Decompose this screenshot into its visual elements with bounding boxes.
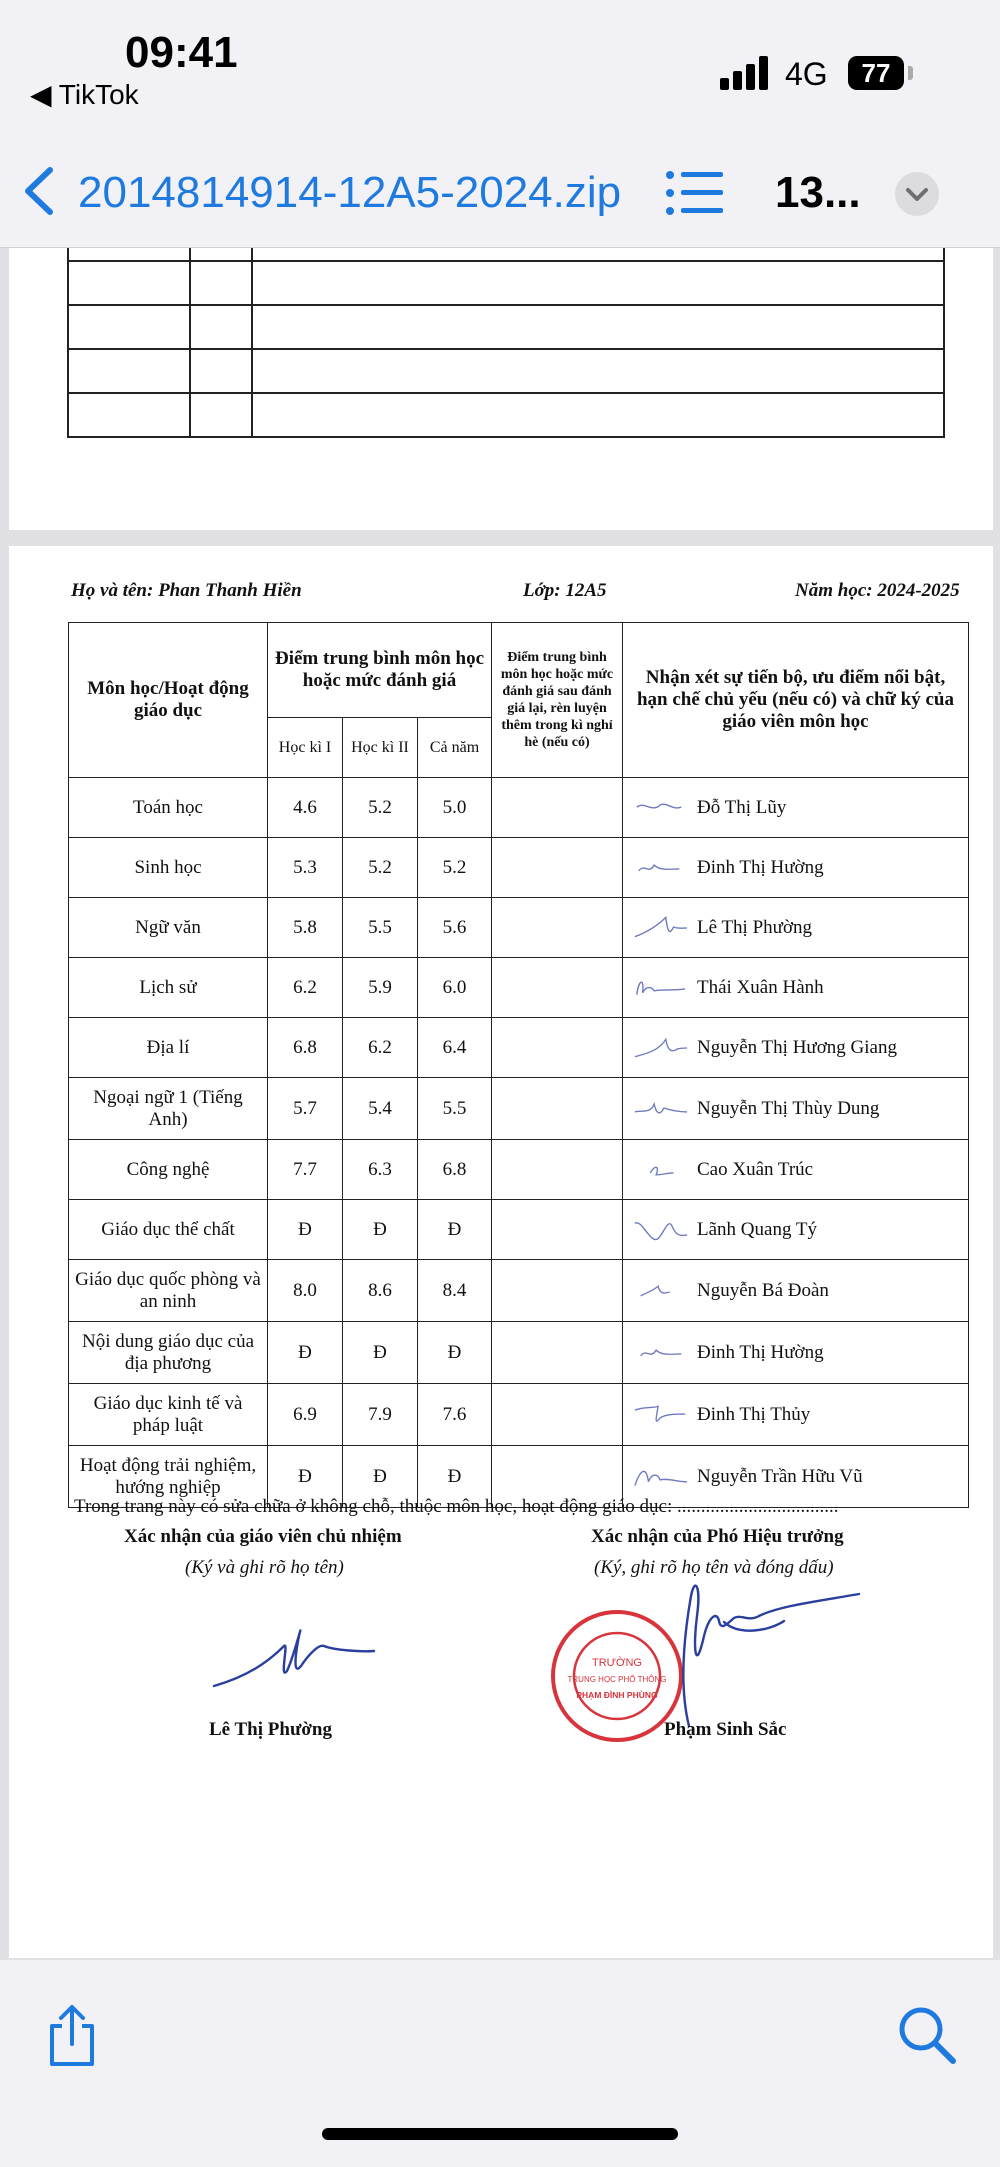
teacher-name: Thái Xuân Hành: [697, 976, 824, 998]
seal-line2: TRUNG HỌC PHỔ THÔNG: [567, 1675, 667, 1684]
table-row: [68, 261, 944, 305]
teacher-name: Nguyễn Bá Đoàn: [697, 1279, 829, 1301]
right-sign-title: Xác nhận của Phó Hiệu trưởng: [591, 1526, 844, 1547]
header-subject: Môn học/Hoạt động giáo dục: [69, 623, 268, 778]
teacher-name: Nguyễn Trần Hữu Vũ: [697, 1465, 863, 1487]
teacher-name: Đinh Thị Hường: [697, 1341, 824, 1363]
retest-cell: [492, 898, 623, 958]
table-row: [68, 248, 944, 261]
back-to-app-link[interactable]: ◀ TikTok: [30, 79, 139, 110]
term1-cell: 5.8: [268, 898, 343, 958]
table-row: [69, 1018, 969, 1078]
teacher-signature: [631, 1094, 689, 1124]
retest-cell: [492, 1078, 623, 1140]
subject-cell: Giáo dục kinh tế và pháp luật: [69, 1384, 268, 1446]
term1-cell: 6.8: [268, 1018, 343, 1078]
teacher-signature: [631, 1462, 689, 1492]
table-row: [69, 778, 969, 838]
subject-cell: Địa lí: [69, 1018, 268, 1078]
subject-cell: Lịch sử: [69, 958, 268, 1018]
year-cell: 5.0: [418, 778, 492, 838]
year-cell: Đ: [418, 1322, 492, 1384]
header-comment: Nhận xét sự tiến bộ, ưu điểm nổi bật, hạn chế chủ yếu (nếu có) và chữ ký của giáo viên môn học: [623, 623, 969, 778]
teacher-cell: [623, 1078, 969, 1140]
teacher-name: Đinh Thị Hường: [697, 856, 824, 878]
year-cell: 5.5: [418, 1078, 492, 1140]
retest-cell: [492, 838, 623, 898]
right-sign-sub: (Ký, ghi rõ họ tên và đóng dấu): [594, 1557, 834, 1578]
teacher-signature: [631, 1033, 689, 1063]
term2-cell: 5.9: [343, 958, 418, 1018]
table-row: [69, 1140, 969, 1200]
report-page: [9, 546, 993, 1958]
teacher-cell: [623, 1140, 969, 1200]
nav-bar: [0, 130, 1000, 248]
table-row: [69, 1078, 969, 1140]
year-cell: 6.4: [418, 1018, 492, 1078]
term1-cell: 7.7: [268, 1140, 343, 1200]
chevron-down-icon: [895, 172, 939, 216]
left-sign-title: Xác nhận của giáo viên chủ nhiệm: [124, 1526, 402, 1547]
status-time: 09:41: [125, 28, 238, 77]
table-row: [68, 393, 944, 437]
document-title: 2014814914-12A5-2024.zip: [78, 168, 622, 217]
empty-table: [67, 248, 945, 438]
year-cell: 5.6: [418, 898, 492, 958]
table-row: [69, 958, 969, 1018]
term1-cell: Đ: [268, 1322, 343, 1384]
school-year: Năm học: 2024-2025: [795, 580, 960, 601]
retest-cell: [492, 1260, 623, 1322]
teacher-signature: [631, 1400, 689, 1430]
signal-icon: [720, 56, 772, 90]
table-row: [68, 305, 944, 349]
teacher-cell: [623, 1384, 969, 1446]
seal-line1: TRƯỜNG: [592, 1657, 642, 1669]
subject-cell: Ngữ văn: [69, 898, 268, 958]
retest-cell: [492, 1322, 623, 1384]
subject-cell: Ngoại ngữ 1 (Tiếng Anh): [69, 1078, 268, 1140]
header-retest: Điểm trung bình môn học hoặc mức đánh giá sau đánh giá lại, rèn luyện thêm trong kì nghỉ hè (nếu có): [492, 623, 623, 778]
bottom-toolbar: [0, 1960, 1000, 2167]
subject-cell: Công nghệ: [69, 1140, 268, 1200]
teacher-signature: [631, 913, 689, 943]
term2-cell: 6.2: [343, 1018, 418, 1078]
network-type: 4G: [785, 56, 828, 92]
subject-cell: Nội dung giáo dục của địa phương: [69, 1322, 268, 1384]
subject-cell: Giáo dục quốc phòng và an ninh: [69, 1260, 268, 1322]
teacher-signature: [631, 793, 689, 823]
term1-cell: Đ: [268, 1200, 343, 1260]
search-icon[interactable]: [896, 2004, 958, 2066]
term2-cell: 6.3: [343, 1140, 418, 1200]
subject-cell: Sinh học: [69, 838, 268, 898]
year-cell: Đ: [418, 1446, 492, 1508]
home-indicator[interactable]: [322, 2128, 678, 2140]
right-sign-name: Phạm Sinh Sắc: [664, 1719, 787, 1740]
teacher-cell: [623, 898, 969, 958]
left-sign-sub: (Ký và ghi rõ họ tên): [185, 1557, 344, 1578]
term1-cell: 6.9: [268, 1384, 343, 1446]
table-row: [69, 838, 969, 898]
table-row: [69, 1200, 969, 1260]
term1-cell: 5.3: [268, 838, 343, 898]
teacher-name: Đỗ Thị Lũy: [697, 796, 787, 818]
retest-cell: [492, 1200, 623, 1260]
retest-cell: [492, 1384, 623, 1446]
year-cell: 6.8: [418, 1140, 492, 1200]
edit-note: Trong trang này có sửa chữa ở không chỗ, thuộc môn học, hoạt động giáo dục: ..................................: [74, 1496, 839, 1517]
header-average: Điểm trung bình môn học hoặc mức đánh giá: [268, 623, 492, 718]
year-cell: Đ: [418, 1200, 492, 1260]
retest-cell: [492, 1018, 623, 1078]
class-label: Lớp: 12A5: [523, 580, 607, 601]
document-viewer[interactable]: [0, 248, 1000, 1960]
status-bar: [0, 0, 1000, 130]
year-cell: 7.6: [418, 1384, 492, 1446]
left-sign-name: Lê Thị Phường: [209, 1719, 332, 1740]
teacher-name: Đinh Thị Thủy: [697, 1403, 811, 1425]
teacher-cell: [623, 1260, 969, 1322]
principal-signature: [609, 1576, 869, 1736]
grade-rows: [69, 778, 969, 1508]
header-term2: Học kì II: [343, 718, 418, 778]
subject-cell: Hoạt động trải nghiệm, hướng nghiệp: [69, 1446, 268, 1508]
term2-cell: 5.2: [343, 778, 418, 838]
share-icon[interactable]: [44, 2004, 100, 2068]
retest-cell: [492, 1140, 623, 1200]
table-row: [69, 1322, 969, 1384]
term1-cell: Đ: [268, 1446, 343, 1508]
header-year: Cả năm: [418, 718, 492, 778]
header-term1: Học kì I: [268, 718, 343, 778]
page-indicator: 13...: [775, 168, 861, 217]
teacher-name: Lãnh Quang Tý: [697, 1218, 817, 1240]
table-row: [69, 1260, 969, 1322]
term2-cell: 5.4: [343, 1078, 418, 1140]
teacher-signature: [631, 973, 689, 1003]
chevron-down-button[interactable]: [895, 172, 939, 216]
teacher-cell: [623, 1018, 969, 1078]
teacher-cell: [623, 778, 969, 838]
year-cell: 6.0: [418, 958, 492, 1018]
teacher-name: Nguyễn Thị Hương Giang: [697, 1036, 897, 1058]
battery-icon: 77: [848, 56, 904, 90]
retest-cell: [492, 958, 623, 1018]
term2-cell: Đ: [343, 1200, 418, 1260]
term1-cell: 6.2: [268, 958, 343, 1018]
battery-tip: [908, 66, 913, 80]
term1-cell: 8.0: [268, 1260, 343, 1322]
table-row: [68, 349, 944, 393]
teacher-name: Nguyễn Thị Thùy Dung: [697, 1097, 880, 1119]
term1-cell: 4.6: [268, 778, 343, 838]
subject-cell: Toán học: [69, 778, 268, 838]
list-icon[interactable]: [665, 170, 725, 216]
table-row: [69, 898, 969, 958]
term2-cell: 5.5: [343, 898, 418, 958]
year-cell: 5.2: [418, 838, 492, 898]
subject-cell: Giáo dục thể chất: [69, 1200, 268, 1260]
teacher-cell: [623, 838, 969, 898]
teacher-cell: [623, 1200, 969, 1260]
grades-table: [68, 622, 969, 1508]
seal-line3: PHẠM ĐÌNH PHÙNG: [576, 1690, 658, 1700]
teacher-signature: [631, 853, 689, 883]
teacher-cell: [623, 958, 969, 1018]
term2-cell: Đ: [343, 1322, 418, 1384]
teacher-signature: [631, 1215, 689, 1245]
term1-cell: 5.7: [268, 1078, 343, 1140]
teacher-signature: [631, 1155, 689, 1185]
teacher-name: Cao Xuân Trúc: [697, 1158, 814, 1180]
retest-cell: [492, 778, 623, 838]
teacher-signature: [631, 1338, 689, 1368]
back-chevron-icon[interactable]: [20, 166, 60, 216]
teacher-signature: [631, 1276, 689, 1306]
previous-page: [9, 248, 993, 530]
homeroom-signature: [209, 1606, 379, 1696]
term2-cell: 5.2: [343, 838, 418, 898]
term2-cell: Đ: [343, 1446, 418, 1508]
teacher-cell: [623, 1322, 969, 1384]
teacher-name: Lê Thị Phường: [697, 916, 812, 938]
table-row: [69, 1384, 969, 1446]
term2-cell: 8.6: [343, 1260, 418, 1322]
year-cell: 8.4: [418, 1260, 492, 1322]
student-name: Họ và tên: Phan Thanh Hiền: [71, 580, 302, 601]
term2-cell: 7.9: [343, 1384, 418, 1446]
